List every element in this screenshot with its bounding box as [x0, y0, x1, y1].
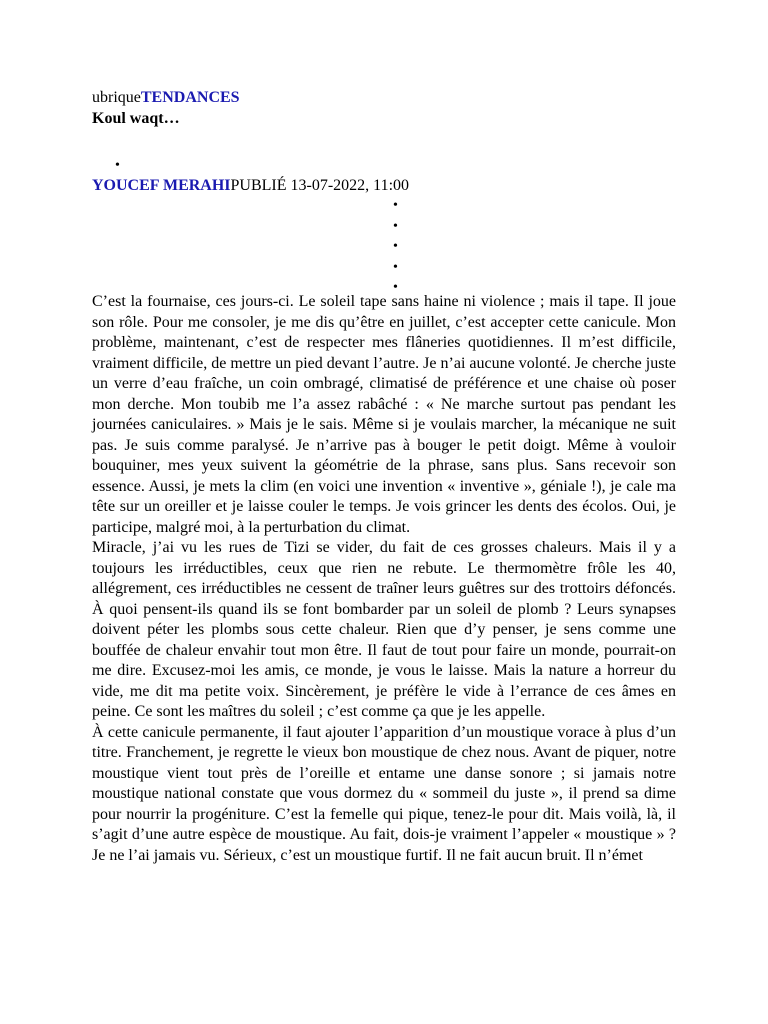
author-link[interactable]: YOUCEF MERAHI — [92, 177, 231, 194]
share-item-5[interactable]: • — [393, 280, 398, 295]
publish-date: PUBLIÉ 13-07-2022, 11:00 — [230, 177, 410, 194]
article-paragraph-2: Miracle, j’ai vu les rues de Tizi se vider, du fait de ces grosses chaleurs. Mais il y a toujours les irréductibles, ceux que rien ne rebute. Le thermomètre frôle les 40, allégrement, ces irréductibles ne cessent de traîner leurs guêtres sur des trottoirs défoncés. À quoi pensent-ils quand ils se font bombarder par un soleil de plomb ? Leurs synapses doivent péter les plombs sous cette chaleur. Rien que d’y penser, je sens comme une bouffée de chaleur envahir tout mon être. Il faut de tout pour faire un monde, pourrait-on me dire. Excusez-moi les amis, ce monde, je vous le laisse. Mais la nature a horreur du vide, me dit ma petite voix. Sincèrement, je préfère le vide à l’errance de ces âmes en peine. Ce sont les maîtres du soleil ; c’est comme ça que je les appelle. — [92, 539, 676, 720]
bullet-icon: • — [115, 158, 120, 173]
rubrique-tag-link[interactable]: TENDANCES — [140, 89, 240, 106]
rubrique-prefix: ubrique — [92, 89, 141, 106]
share-bullet-list — [393, 196, 398, 299]
share-item-4[interactable]: • — [393, 259, 398, 275]
byline — [92, 176, 409, 196]
article-paragraph-1: C’est la fournaise, ces jours-ci. Le soleil tape sans haine ni violence ; mais il tape. Il joue son rôle. Pour me consoler, je me dis qu’être en juillet, c’est accepter cette canicule. Mon problème, maintenant, c’est de respecter mes flâneries quotidiennes. Il m’est difficile, vraiment difficile, de mettre un pied devant l’autre. Je n’ai aucune volonté. Je cherche juste un verre d’eau fraîche, un coin ombragé, climatisé de préférence et une chaise où poser mon derche. Mon toubib me l’a assez rabâché : « Ne marche surtout pas pendant les journées caniculaires. » Mais je le sais. Même si je voulais marcher, la mécanique ne suit pas. Je suis comme paralysé. Je n’arrive pas à bouger le petit doigt. Même à vouloir bouquiner, mes yeux suivent la géométrie de la phrase, sans plus. Sans recevoir son essence. Aussi, je mets la clim (en voici une invention « inventive », géniale !), je cale ma tête sur un oreiller et je laisse couler le temps. Je vois grincer les dents des écolos. Oui, je participe, malgré moi, à la perturbation du climat. — [92, 293, 676, 536]
share-item-3[interactable]: • — [393, 239, 398, 254]
article-title: Koul waqt… — [92, 110, 180, 127]
share-item-1[interactable]: • — [393, 198, 398, 213]
rubrique-line — [92, 88, 240, 108]
share-item-2[interactable]: • — [393, 218, 398, 234]
article-paragraph-3: À cette canicule permanente, il faut ajouter l’apparition d’un moustique vorace à plus d’un titre. Franchement, je regrette le vieux bon moustique de chez nous. Avant de piquer, notre moustique vient tout près de l’oreille et entame une danse sonore ; si jamais notre moustique national constate que vous dormez du « sommeil du juste », il prend sa dime pour nourrir la progéniture. C’est la femelle qui pique, tenez-le pour dit. Mais voilà, là, il s’agit d’une autre espèce de moustique. Au fait, dois-je vraiment l’appeler « moustique » ? Je ne l’ai jamais vu. Sérieux, c’est un moustique furtif. Il ne fait aucun bruit. Il n’émet — [92, 723, 676, 864]
article-body — [92, 292, 676, 866]
